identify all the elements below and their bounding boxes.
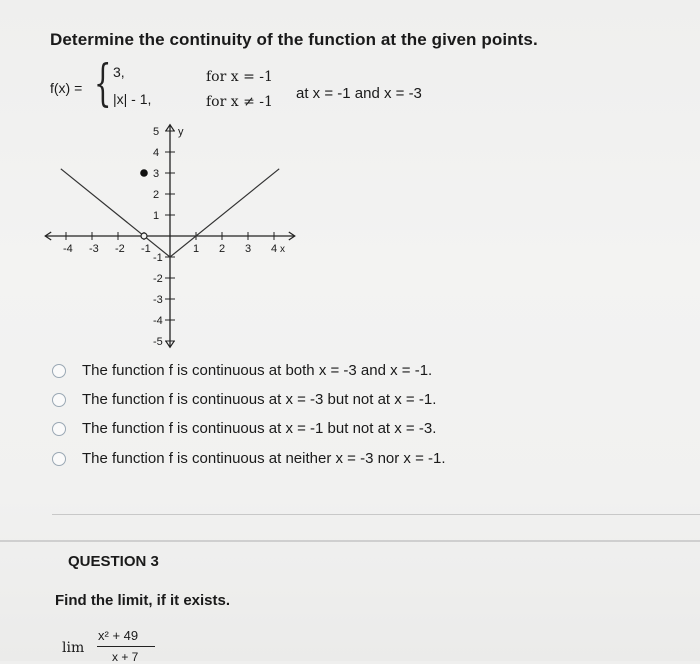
- option-label: The function f is continuous at neither x = -3 nor x = -1.: [82, 450, 446, 467]
- open-point: [141, 233, 147, 239]
- y-tick-label: -5: [153, 336, 163, 348]
- brace-symbol: {: [94, 54, 112, 112]
- fraction-bar: [97, 646, 155, 647]
- radio-button[interactable]: [52, 452, 66, 466]
- y-tick-label: 4: [153, 147, 160, 159]
- points-text: at x = -1 and x = -3: [296, 85, 422, 102]
- option-label: The function f is continuous at x = -1 but not at x = -3.: [82, 420, 437, 437]
- question-title: Determine the continuity of the function at the given points.: [50, 30, 538, 49]
- answer-option-3[interactable]: [52, 420, 436, 437]
- y-tick-label: -3: [153, 294, 163, 306]
- x-tick-label: 4: [271, 243, 278, 255]
- y-tick-label: 5: [153, 126, 160, 138]
- y-tick-label: 1: [153, 210, 160, 222]
- y-tick-label: -2: [153, 273, 163, 285]
- function-graph: [40, 120, 300, 360]
- x-tick-label: 2: [219, 243, 226, 255]
- piece1-expression: 3,: [113, 64, 125, 80]
- radio-button[interactable]: [52, 393, 66, 407]
- separator: [0, 540, 700, 542]
- y-tick-label: -1: [153, 252, 163, 264]
- y-tick-label: -4: [153, 315, 163, 327]
- option-label: The function f is continuous at both x = -3 and x = -1.: [82, 362, 433, 379]
- radio-button[interactable]: [52, 422, 66, 436]
- limit-numerator: x² + 49: [98, 628, 139, 643]
- limit-denominator: x + 7: [112, 650, 139, 664]
- y-tick-label: 2: [153, 189, 160, 201]
- option-label: The function f is continuous at x = -3 but not at x = -1.: [82, 391, 437, 408]
- y-axis-label: y: [178, 126, 184, 138]
- limit-label: lim: [62, 640, 85, 656]
- piece2-expression: |x| - 1,: [113, 91, 152, 107]
- answer-option-4[interactable]: [52, 450, 446, 467]
- separator: [52, 514, 700, 515]
- x-tick-label: 3: [245, 243, 252, 255]
- radio-button[interactable]: [52, 364, 66, 378]
- piece2-condition: for x ≠ -1: [206, 94, 273, 110]
- question3-prompt: Find the limit, if it exists.: [55, 592, 231, 609]
- y-tick-label: 3: [153, 168, 160, 180]
- answer-option-1[interactable]: [52, 362, 432, 379]
- question3-heading: QUESTION 3: [68, 553, 159, 570]
- x-tick-label: -1: [141, 243, 151, 255]
- function-label: f(x) =: [50, 80, 83, 96]
- x-tick-label: 1: [193, 243, 200, 255]
- x-axis-label: x: [280, 244, 285, 255]
- x-tick-label: -4: [63, 243, 73, 255]
- isolated-point: [140, 169, 148, 177]
- x-tick-label: -2: [115, 243, 125, 255]
- x-tick-label: -3: [89, 243, 99, 255]
- answer-option-2[interactable]: [52, 391, 436, 408]
- piece1-condition: for x = -1: [206, 69, 273, 85]
